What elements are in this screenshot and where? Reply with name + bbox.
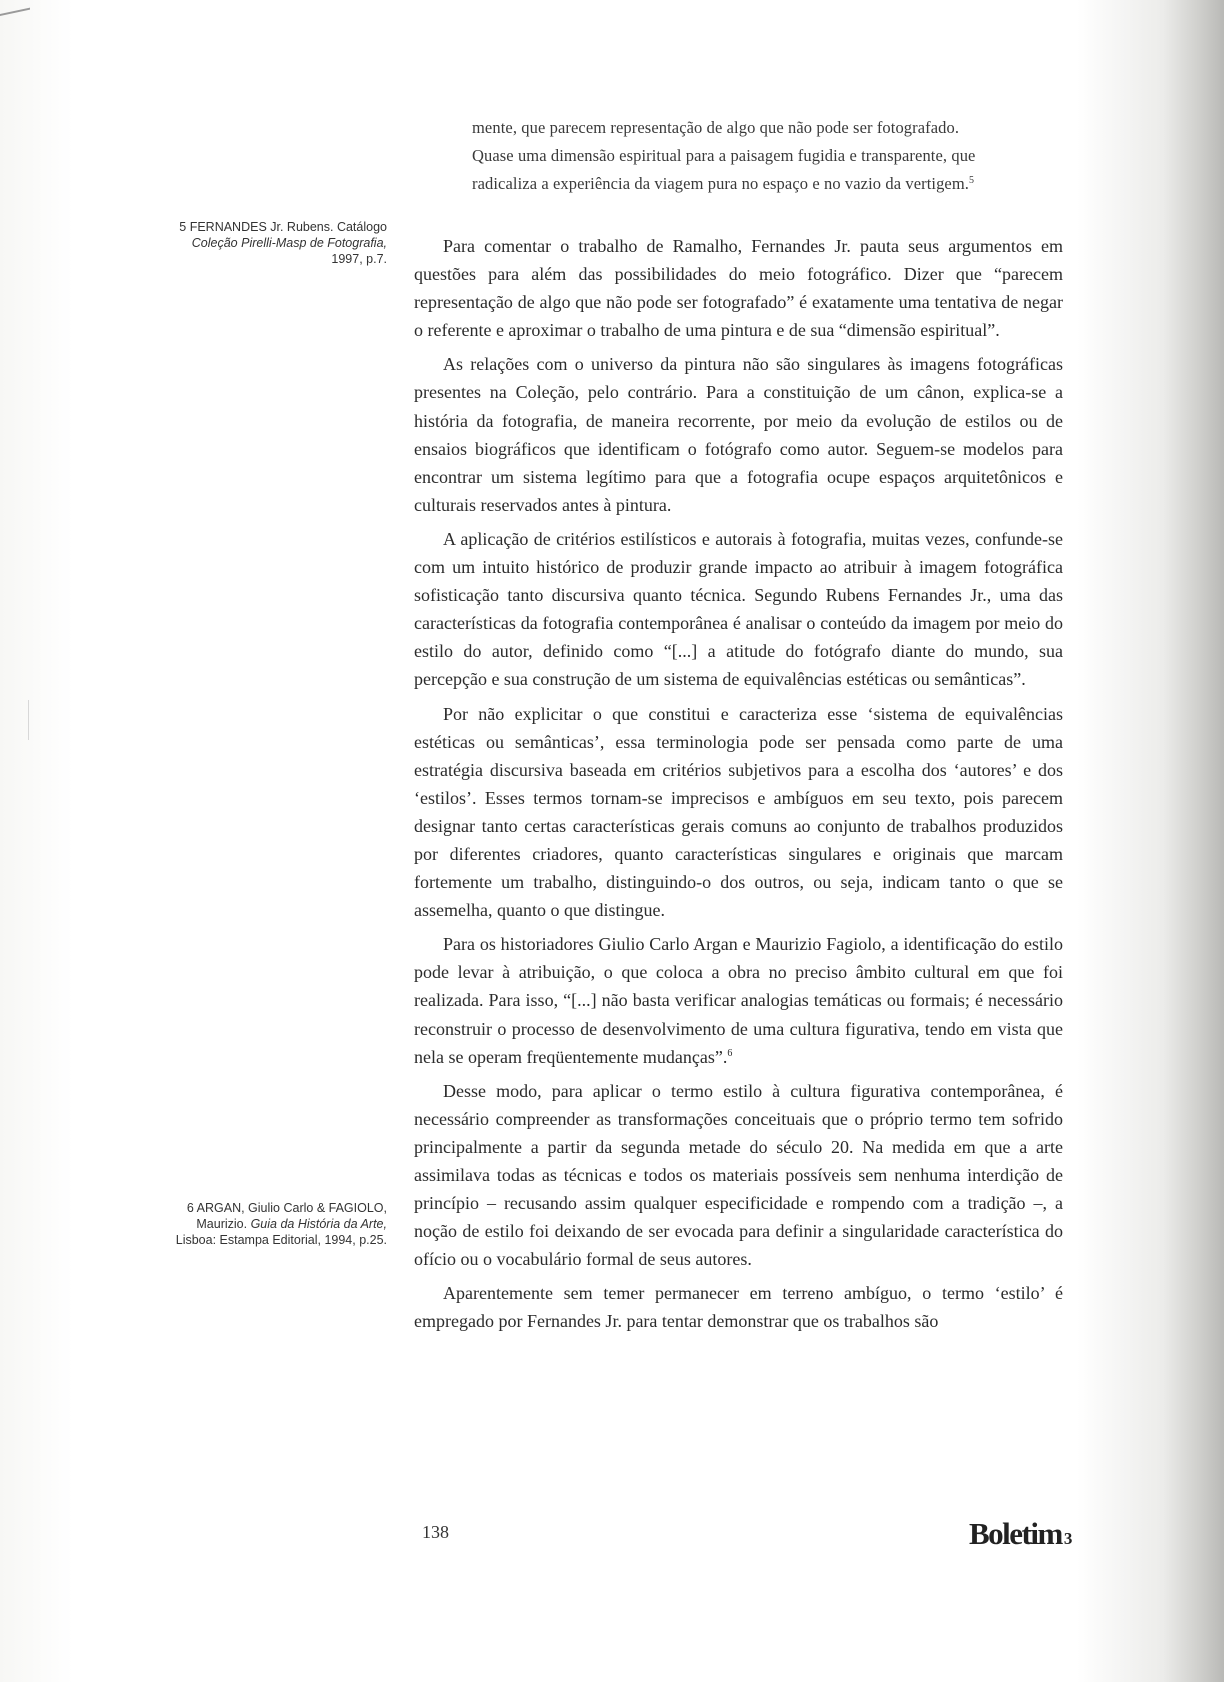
footnote-ref-6: 6 bbox=[727, 1047, 733, 1059]
paragraph-7: Aparentemente sem temer permanecer em terreno ambíguo, o termo ‘estilo’ é empregado por Fernandes Jr. para tentar demonstrar que os trabalhos são bbox=[414, 1283, 1063, 1332]
paragraph-1: Para comentar o trabalho de Ramalho, Fernandes Jr. pauta seus argumentos em questões para além das possibilidades do meio fotográfico. Dizer que “parecem representação de algo que não pode ser fotografado” é exatamente uma tentativa de negar o referente e aproximar o trabalho de uma pintura e de sua “dimensão espiritual”. bbox=[414, 236, 1063, 341]
footnote-5-title: Coleção Pirelli-Masp de Fotografia, bbox=[191, 236, 387, 250]
journal-issue-number: 3 bbox=[1063, 1529, 1073, 1548]
paragraph-5 bbox=[414, 930, 1063, 1070]
footnote-6 bbox=[140, 1200, 387, 1248]
body-text bbox=[414, 232, 1063, 1342]
page-number: 138 bbox=[422, 1522, 449, 1542]
footnote-6-line-3: Lisboa: Estampa Editorial, 1994, p.25. bbox=[175, 1233, 387, 1247]
paragraph-3: A aplicação de critérios estilísticos e autorais à fotografia, muitas vezes, confunde-se com um intuito histórico de produzir grande impacto ao atribuir à imagem fotográfica sofisticação tanto discursiva quanto técnica. Segundo Rubens Fernandes Jr., uma das características da fotografia contemporânea é analisar o conteúdo da imagem por meio do estilo do autor, definido como “[...] a atitude do fotógrafo diante do mundo, sua percepção e sua construção de um sistema de equivalências estéticas ou semânticas”. bbox=[414, 528, 1063, 690]
gutter-line bbox=[28, 700, 29, 740]
block-quote bbox=[472, 114, 1072, 198]
footnote-6-line-1: 6 ARGAN, Giulio Carlo & FAGIOLO, bbox=[186, 1201, 387, 1215]
footnote-6-author: Maurizio. bbox=[196, 1217, 251, 1231]
footnote-5-line-1: 5 FERNANDES Jr. Rubens. Catálogo bbox=[179, 220, 387, 234]
paragraph-4: Por não explicitar o que constitui e caracteriza esse ‘sistema de equivalências estéticas ou semânticas’, essa terminologia pode ser pensada como parte de uma estratégia discursiva baseada em critérios subjetivos para a escolha dos ‘autores’ e dos ‘estilos’. Esses termos tornam-se imprecisos e ambíguos em seu texto, pois parecem designar tanto certas características gerais comuns ao conjunto de trabalhos produzidos por diferentes criadores, quanto características singulares e originais que marcam fortemente um trabalho, distinguindo-o dos outros, ou seja, indicam tanto o que se assemelha, quanto o que distingue. bbox=[414, 703, 1063, 921]
footnote-5 bbox=[140, 219, 387, 267]
footnote-ref-5: 5 bbox=[969, 175, 975, 186]
footnote-5-line-3: 1997, p.7. bbox=[331, 252, 387, 266]
journal-name: Boletim bbox=[969, 1516, 1062, 1551]
quote-line-3-text: radicaliza a experiência da viagem pura no espaço e no vazio da vertigem. bbox=[472, 174, 970, 193]
quote-line-1: mente, que parecem representação de algo que não pode ser fotografado. bbox=[472, 118, 960, 137]
footnote-6-line-2 bbox=[140, 1216, 387, 1232]
quote-line-2: Quase uma dimensão espiritual para a paisagem fugidia e transparente, que bbox=[472, 146, 976, 165]
paragraph-6: Desse modo, para aplicar o termo estilo à cultura figurativa contemporânea, é necessário compreender as transformações conceituais que o próprio termo tem sofrido principalmente a partir da segunda metade do século 20. Na medida em que a arte assimilava todas as técnicas e todos os materiais possíveis sem nenhuma interdição de princípio – recusando assim qualquer especificidade e rompendo com a tradição –, a noção de estilo foi deixando de ser evocada para definir a singularidade característica do ofício ou o vocabulário formal de seus autores. bbox=[414, 1080, 1063, 1270]
footnote-6-title: Guia da História da Arte, bbox=[250, 1217, 387, 1231]
journal-logo bbox=[969, 1516, 1072, 1552]
corner-scan-mark bbox=[0, 0, 30, 16]
quote-line-3 bbox=[472, 170, 1072, 198]
paragraph-2: As relações com o universo da pintura não são singulares às imagens fotográficas presentes na Coleção, pelo contrário. Para a constituição de um cânon, explica-se a história da fotografia, de maneira recorrente, por meio da evolução de estilos ou de ensaios biográficos que identificam o fotógrafo como autor. Seguem-se modelos para encontrar um sistema legítimo para que a fotografia ocupe espaços arquitetônicos e culturais reservados antes à pintura. bbox=[414, 354, 1063, 515]
paragraph-5-text: Para os historiadores Giulio Carlo Argan e Maurizio Fagiolo, a identificação do estilo pode levar à atribuição, o que coloca a obra no preciso âmbito cultural em que foi realizada. Para isso, “[...] não basta verificar analogias temáticas ou formais; é necessário reconstruir o processo de desenvolvimento de uma cultura figurativa, tendo em vista que nela se operam freqüentemente mudanças”. bbox=[414, 934, 1063, 1067]
footnote-5-line-2 bbox=[140, 235, 387, 251]
